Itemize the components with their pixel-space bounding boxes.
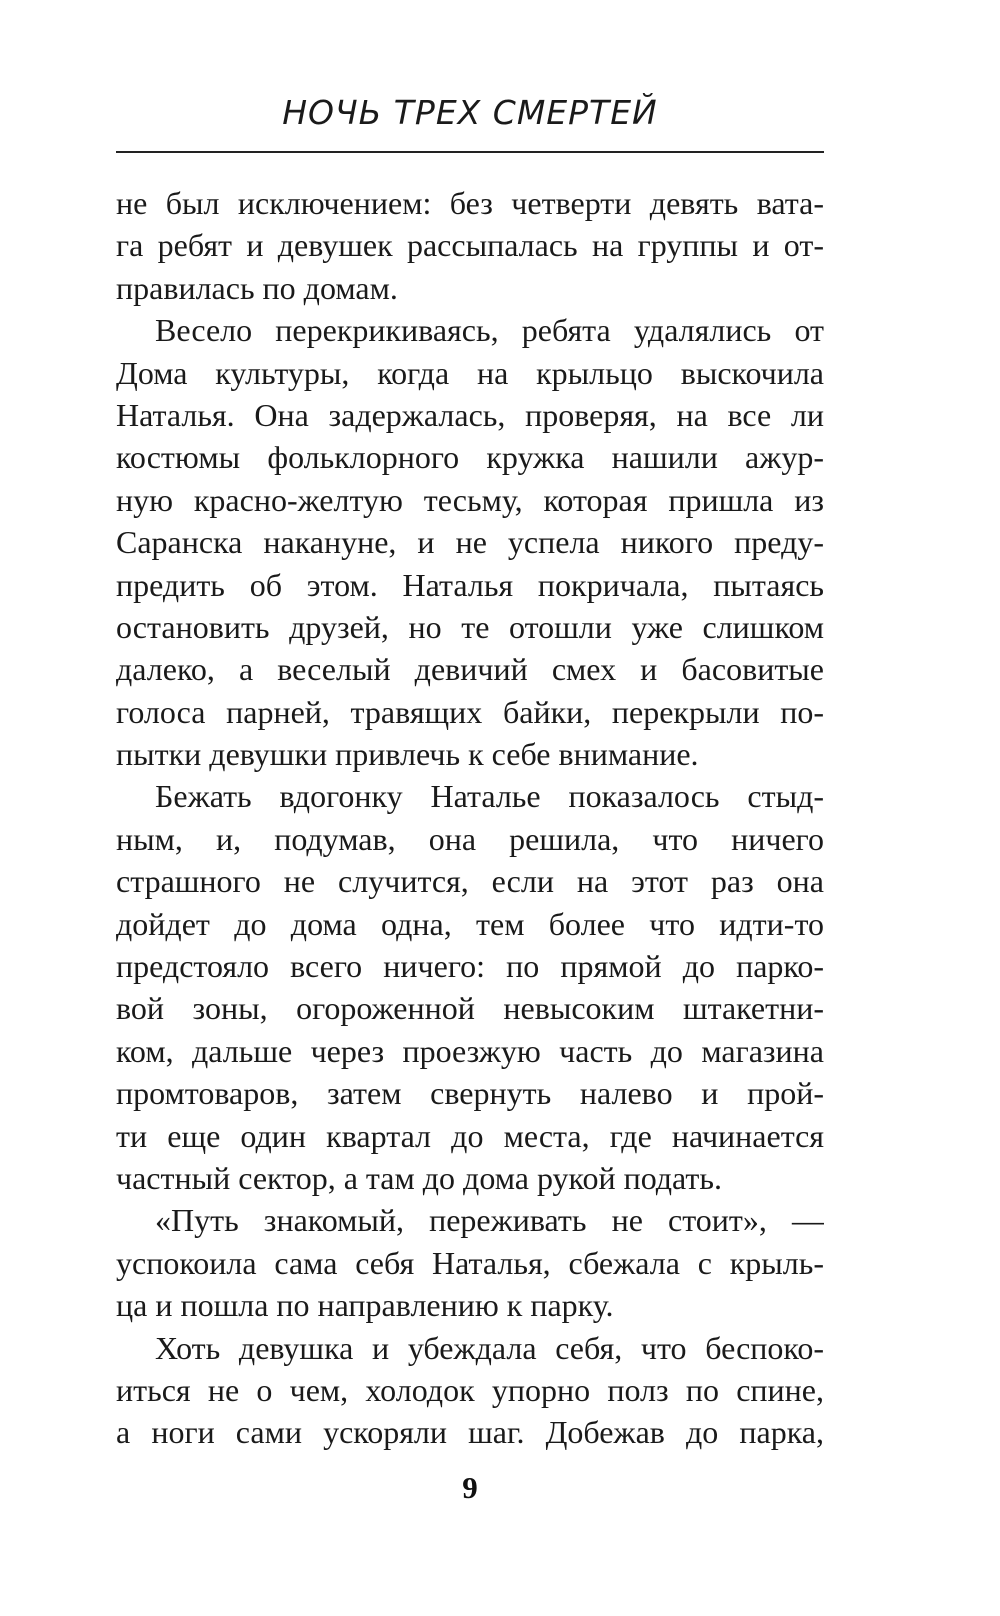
text-line: правилась по домам.	[116, 269, 398, 306]
text-line: Наталья. Она задержалась, проверяя, на все ли	[116, 396, 824, 433]
text-line: успокоила сама себя Наталья, сбежала с крыль-	[116, 1244, 824, 1281]
text-line: костюмы фольклорного кружка нашили ажур-	[116, 439, 824, 476]
text-line: Бежать вдогонку Наталье показалось стыд-	[155, 778, 824, 815]
text-line: дойдет до дома одна, тем более что идти-то	[116, 905, 824, 942]
text-line: предить об этом. Наталья покричала, пытаясь	[116, 566, 824, 603]
text-line: «Путь знакомый, переживать не стоит», —	[155, 1202, 824, 1239]
text-line: ным, и, подумав, она решила, что ничего	[116, 820, 824, 857]
text-line: далеко, а веселый девичий смех и басовитые	[116, 651, 824, 688]
paragraph	[116, 1327, 824, 1454]
text-line: вой зоны, огороженной невысоким штакетни-	[116, 990, 824, 1027]
text-line: пытки девушки привлечь к себе внимание.	[116, 736, 699, 773]
text-line: ком, дальше через проезжую часть до магазина	[116, 1032, 824, 1069]
paragraph	[116, 182, 824, 309]
running-head: НОЧЬ ТРЕХ СМЕРТЕЙ	[282, 93, 658, 132]
paragraph	[116, 1199, 824, 1326]
body-text	[116, 182, 824, 1454]
text-line: частный сектор, а там до дома рукой подать.	[116, 1159, 722, 1196]
text-line: Дома культуры, когда на крыльцо выскочила	[116, 354, 824, 391]
header-rule	[116, 151, 824, 153]
text-line: Весело перекрикиваясь, ребята удалялись от	[155, 312, 824, 349]
text-line: не был исключением: без четверти девять вата-	[116, 185, 824, 221]
text-line: голоса парней, травящих байки, перекрыли по-	[116, 693, 824, 730]
text-line: страшного не случится, если на этот раз она	[116, 863, 824, 900]
text-line: а ноги сами ускоряли шаг. Добежав до парка,	[116, 1414, 824, 1451]
text-line: промтоваров, затем свернуть налево и прой-	[116, 1075, 824, 1112]
text-line: иться не о чем, холодок упорно полз по спине,	[116, 1371, 824, 1408]
page-number: 9	[462, 1470, 478, 1505]
text-line: ца и пошла по направлению к парку.	[116, 1287, 614, 1324]
paragraph	[116, 775, 824, 1199]
text-line: остановить друзей, но те отошли уже слишком	[116, 608, 824, 645]
text-line: Хоть девушка и убеждала себя, что беспоко-	[155, 1329, 824, 1366]
text-line: га ребят и девушек рассыпалась на группы и от-	[116, 227, 824, 264]
text-line: ти еще один квартал до места, где начинается	[116, 1117, 824, 1154]
text-line: ную красно-желтую тесьму, которая пришла из	[116, 481, 824, 518]
paragraph	[116, 309, 824, 775]
text-line: Саранска накануне, и не успела никого преду-	[116, 524, 824, 561]
text-line: предстояло всего ничего: по прямой до парко-	[116, 948, 824, 985]
